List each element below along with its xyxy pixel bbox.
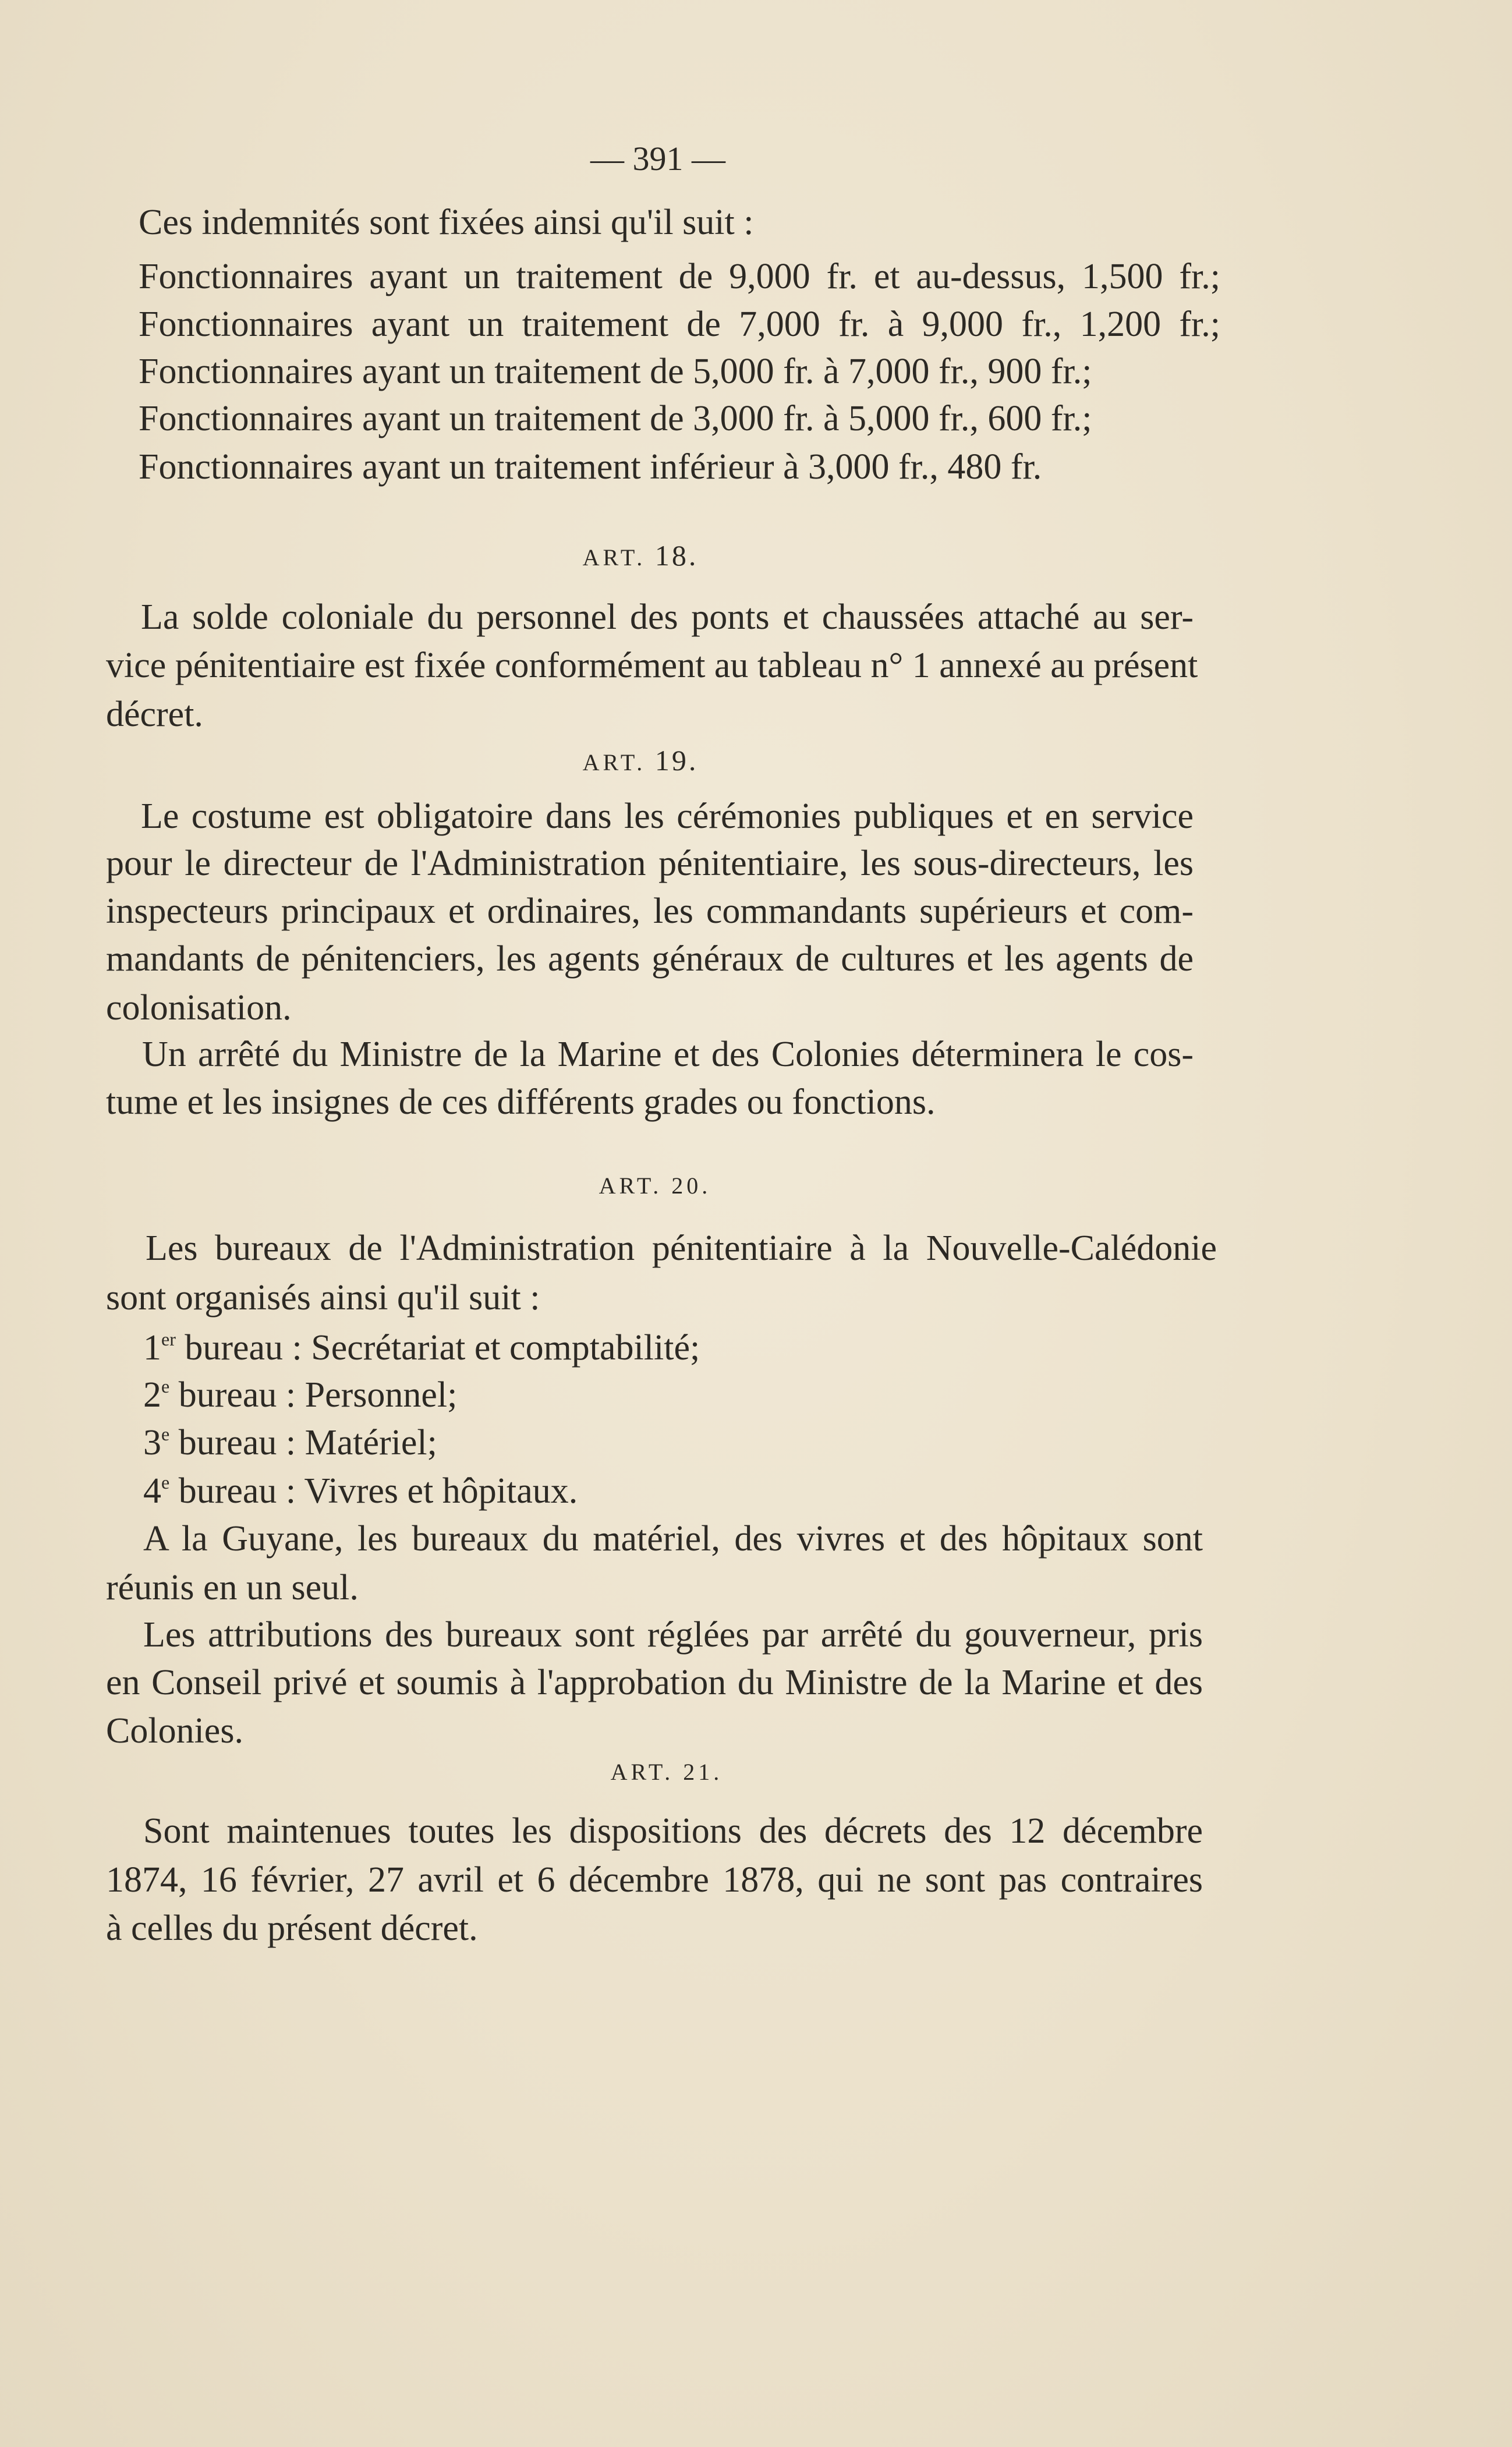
ordinal-suffix: e bbox=[161, 1472, 170, 1493]
text-line: inspecteurs principaux et ordinaires, les commandants supérieurs et com- bbox=[106, 891, 1194, 931]
article-label: ART. bbox=[582, 749, 646, 775]
text-line: 1874, 16 février, 27 avril et 6 décembre 1878, qui ne sont pas contraires bbox=[106, 1860, 1203, 1900]
text-line: A la Guyane, les bureaux du matériel, des vivres et des hôpitaux sont bbox=[143, 1519, 1203, 1559]
text-line: tume et les insignes de ces différents grades ou fonctions. bbox=[106, 1082, 936, 1122]
text-line: La solde coloniale du personnel des ponts et chaussées attaché au ser- bbox=[141, 597, 1194, 637]
bureau-text: bureau : Personnel; bbox=[169, 1375, 458, 1415]
bureau-list-item bbox=[143, 1425, 437, 1461]
text-line: Fonctionnaires ayant un traitement de 7,000 fr. à 9,000 fr., 1,200 fr.; bbox=[139, 304, 1220, 344]
article-number: 19. bbox=[654, 744, 699, 777]
bureau-text: bureau : Vivres et hôpitaux. bbox=[169, 1471, 578, 1511]
bureau-list-item bbox=[143, 1473, 578, 1509]
bureau-text: bureau : Matériel; bbox=[169, 1423, 437, 1462]
article-label: ART. bbox=[582, 544, 646, 571]
page-number: — 391 — bbox=[590, 140, 725, 178]
article-number: 18. bbox=[654, 539, 699, 572]
text-line: décret. bbox=[106, 695, 203, 734]
text-line: Les attributions des bureaux sont réglées par arrêté du gouverneur, pris bbox=[143, 1615, 1203, 1655]
ordinal-suffix: e bbox=[161, 1376, 170, 1397]
bureau-number: 3 bbox=[143, 1423, 161, 1462]
text-line: Fonctionnaires ayant un traitement de 3,000 fr. à 5,000 fr., 600 fr.; bbox=[139, 399, 1092, 438]
bureau-list-item bbox=[143, 1330, 700, 1366]
text-line: Fonctionnaires ayant un traitement inférieur à 3,000 fr., 480 fr. bbox=[139, 447, 1042, 487]
article-heading-20: ART. 20. bbox=[599, 1173, 711, 1199]
bureau-list-item bbox=[143, 1377, 457, 1413]
text-line: Un arrêté du Ministre de la Marine et des Colonies déterminera le cos- bbox=[142, 1035, 1194, 1074]
text-line: Le costume est obligatoire dans les cérémonies publiques et en service bbox=[141, 796, 1194, 836]
text-line: mandants de pénitenciers, les agents généraux de cultures et les agents de bbox=[106, 939, 1194, 979]
text-line: réunis en un seul. bbox=[106, 1568, 359, 1607]
article-heading-19 bbox=[524, 741, 757, 777]
text-line: à celles du présent décret. bbox=[106, 1908, 478, 1948]
ordinal-suffix: er bbox=[161, 1329, 176, 1350]
text-line: sont organisés ainsi qu'il suit : bbox=[106, 1278, 540, 1318]
text-line: Fonctionnaires ayant un traitement de 5,000 fr. à 7,000 fr., 900 fr.; bbox=[139, 352, 1092, 391]
text-line: pour le directeur de l'Administration pénitentiaire, les sous-directeurs, les bbox=[106, 844, 1194, 883]
text-line: Les bureaux de l'Administration pénitentiaire à la Nouvelle-Calédonie bbox=[146, 1228, 1217, 1268]
text-line: Colonies. bbox=[106, 1711, 243, 1751]
text-line: Sont maintenues toutes les dispositions des décrets des 12 décembre bbox=[143, 1811, 1203, 1851]
article-heading-18 bbox=[524, 536, 757, 572]
text-line: Fonctionnaires ayant un traitement de 9,000 fr. et au-dessus, 1,500 fr.; bbox=[139, 257, 1220, 296]
bureau-number: 2 bbox=[143, 1375, 161, 1415]
ordinal-suffix: e bbox=[161, 1423, 170, 1444]
text-line: Ces indemnités sont fixées ainsi qu'il suit : bbox=[139, 203, 754, 242]
article-heading-21: ART. 21. bbox=[610, 1759, 723, 1785]
bureau-number: 4 bbox=[143, 1471, 161, 1511]
text-line: vice pénitentiaire est fixée conformément au tableau n° 1 annexé au présent bbox=[106, 646, 1198, 685]
bureau-text: bureau : Secrétariat et comptabilité; bbox=[175, 1328, 700, 1368]
bureau-number: 1 bbox=[143, 1328, 161, 1368]
text-line: en Conseil privé et soumis à l'approbation du Ministre de la Marine et des bbox=[106, 1663, 1203, 1702]
text-line: colonisation. bbox=[106, 988, 292, 1028]
